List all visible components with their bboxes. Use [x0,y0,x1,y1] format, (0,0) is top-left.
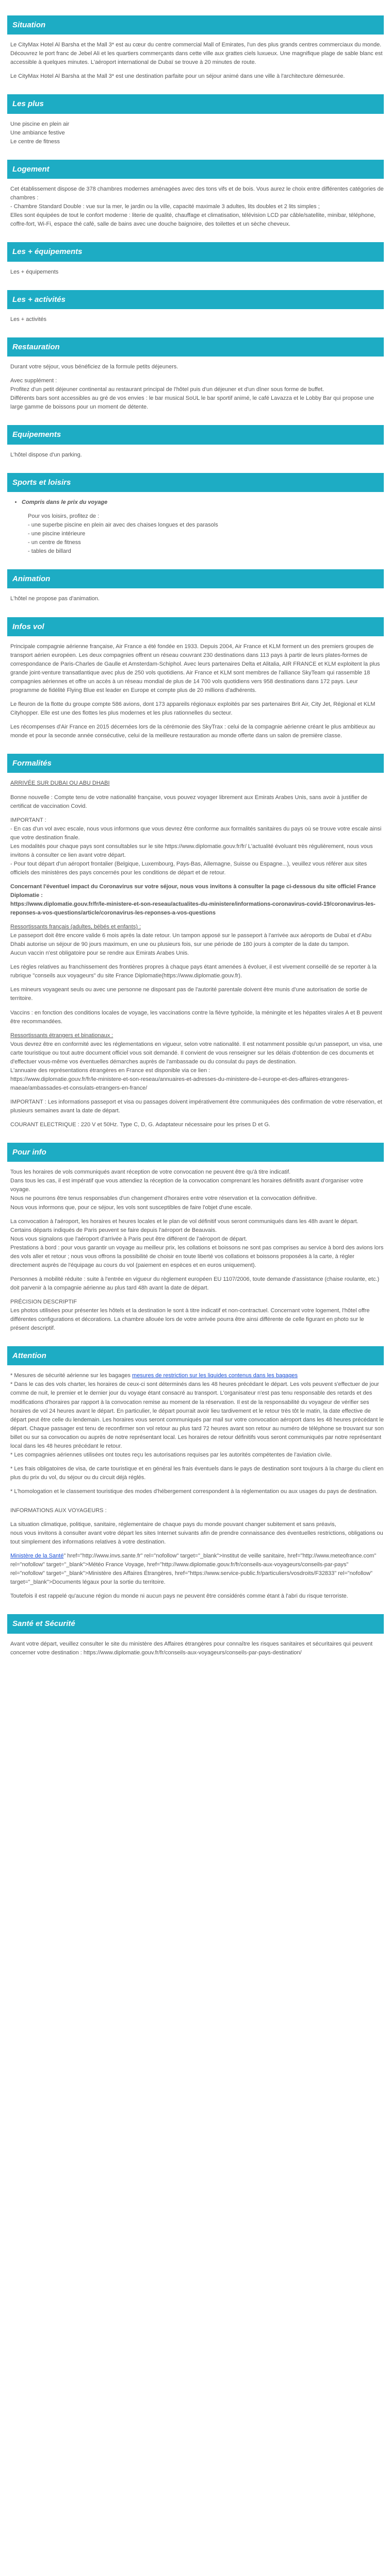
text: * Mesures de sécurité aérienne sur les bagages [10,1372,133,1379]
list-item: - une superbe piscine en plein air avec des chaises longues et des parasols [28,522,218,529]
list-item: Le centre de fitness [10,138,60,145]
liquids-restriction-link[interactable]: mesures de restriction sur les liquides contenus dans les bagages [132,1372,298,1379]
paragraph: Le passeport doit être encore valide 6 mois après la date retour. Un tampon apposé sur le passeport à l'arrivée aux aéroports de Dubaï et d'Abu Dhabi autorise un séjour de 90 jours maximum, en une ou plusieurs fois, sur une période de 180 jours à compter de la date du tampon. Aucun vaccin n'est obligatoire pour se rendre aux Emirats Arabes Unis. [10,933,372,957]
section-sante [7,1614,384,1657]
sports-bullet-list [22,498,384,507]
section-title: Sports et loisirs [7,473,384,492]
paragraph: Cet établissement dispose de 378 chambres modernes aménagées avec des tons vifs et de bois. Vous aurez le choix entre différentes catégories de chambres : - Chambre Standard Double : vue sur la mer, le jardin ou la ville, capacité maximale 3 adultes, lits doubles et 2 lits simples ; Elles sont équipées de tout le confort moderne : literie de qualité, chauffage et climatisation, télévision LCD par câble/satellite, minibar, téléphone, coffre-fort, Wi-Fi, espace thé café, salle de bains avec une douche baignoire, des toilettes et un sèche cheveux. [10,186,384,228]
section-equipements [7,425,384,459]
subheading: ARRIVÉE SUR DUBAI OU ABU DHABI [10,780,110,787]
paragraph: Avant votre départ, veuillez consulter le site du ministère des Affaires étrangères pour connaître les risques sanitaires et sécuritaires qui peuvent concerner votre destination : https://www.diplomatie.gouv.fr/fr/conseils-aux-voyageurs/conseils-par-pays-destination/ [10,1640,374,1656]
paragraph: Vaccins : en fonction des conditions locales de voyage, les vaccinations contre la fièvre typhoïde, la méningite et les hépatites virales A et B peuvent être recommandées. [10,1009,384,1025]
paragraph: Les mineurs voyageant seuls ou avec une personne ne disposant pas de l'autorité parentale doivent être munis d'une autorisation de sortie de territoire. [10,987,369,1002]
paragraph: INFORMATIONS AUX VOYAGEURS : [10,1507,107,1514]
paragraph: Les + équipements [10,268,59,275]
paragraph: Les + activités [10,316,47,323]
paragraph: IMPORTANT : Les informations passeport et visa ou passages doivent impérativement être communiquées dès confirmation de votre réservation, et plusieurs semaines avant la date de départ. [10,1098,384,1114]
paragraph: Toutefois il est rappelé qu'aucune région du monde ni aucun pays ne peuvent être considérés comme étant à l'abri du risque terroriste. [10,1593,348,1600]
section-restauration [7,337,384,412]
paragraph: Durant votre séjour, vous bénéficiez de la formule petits déjeuners. [10,364,178,370]
section-pour-info [7,1143,384,1333]
ministere-sante-link[interactable]: Ministère de la Santé [10,1553,64,1560]
subheading: Ressortissants français (adultes, bébés et enfants) : [10,924,141,930]
section-equipements-plus [7,242,384,276]
section-activites-plus [7,290,384,324]
text: " href="http://www.invs.sante.fr" rel="nofollow" target="_blank">Institut de veille sanitaire, href="http://www.meteofrance.com" rel="nofollow" target="_blank">Météo France Voyage, href="http://www.diplomatie.gouv.fr/fr/conseils-aux-voyageurs/conseils-par-pays" rel="nofollow" target="_blank">Ministère des Affaires Étrangères, href="https://www.service-public.fr/particuliers/vosdroits/F32833" rel="nofollow" target="_blank">Documents légaux pour la sortie du territoire. [10,1553,378,1586]
text: * Dans le cas des vols charter, les horaires de ceux-ci sont déterminés dans les 48 heures précédant le départ. Les vols peuvent s'effectuer de jour comme de nuit, le premier et le dernier jour du voyage étant consacré au transport. L'organisateur n'est pas tenu responsable des retards et des modifications d'horaires par rapport à la convocation remise au moment de la réservation. Il est de la responsabilité du voyageur de vérifier ses horaires de vol 24 heures avant le départ. En particulier, le départ pourrait avoir lieu tardivement et le retour très tôt le matin, la date effective de départ peut être celle du lendemain. Les horaires vous seront communiqués par mail sur votre convocation aéroport dans les 48 heures précédant le départ. Chaque passager est tenu de reconfirmer son vol retour au plus tard 72 heures avant son retour au numéro de téléphone se trouvant sur son billet ou sur sa convocation ou auprès de notre représentant local. Les horaires de retour définitifs vous seront communiqués par notre représentant local dans les 48 heures précédant le retour. * Les compagnies aériennes utilisées ont toutes reçu les autorisations requises par les autorités compétentes de l'aviation civile. [10,1381,384,1458]
section-title: Formalités [7,754,384,773]
list-item: - un centre de fitness [28,539,81,546]
section-formalites [7,754,384,1129]
paragraph: Le CityMax Hotel Al Barsha et the Mall 3* est au cœur du centre commercial Mall of Emirates, l'un des plus grands centres commerciaux du monde. Découvrez le port franc de Jebel Ali et les quartiers commerçants dans cette ville aux grattes ciels luxueux. Une magnifique plage de sable blanc est accessible à quelques minutes. L'aéroport international de Dubaï se trouve à 20 minutes de route. [10,42,384,66]
list-item: Une ambiance festive [10,129,65,136]
paragraph: Avec supplément : Profitez d'un petit déjeuner continental au restaurant principal de l'hôtel puis d'un déjeuner et d'un dîner sous forme de buffet. Différents bars sont accessibles au gré de vos envies : le bar musical SoUL le bar sportif animé, le café Lavazza et le Lobby Bar qui propose une large gamme de boissons pour un moment de détente. [10,378,374,411]
sports-list [28,512,384,556]
paragraph: Vous devrez être en conformité avec les réglementations en vigueur, selon votre nationalité. Il est notamment possible qu'un passeport, un visa, une carte touristique ou tout autre document officiel vous soit demandé. Il convient de vous renseigner sur les délais d'obtention de ces documents et d'effectuer vous-même vos éventuelles démarches auprès de l'ambassade ou du consulat du pays de destination. L'annuaire des représentations étrangères en France est disponible via ce lien : https://www.diplomatie.gouv.fr/fr/le-ministere-et-son-reseau/annuaires-et-adresses-du-ministere-de-l-europe-et-des-affaires-etrangeres-maeae/ambassades-et-consulats-etrangers-en-france/ [10,1041,383,1091]
paragraph: Le fleuron de la flotte du groupe compte 586 avions, dont 173 appareils régionaux exploités par ses partenaires Brit Air, City Jet, Régional et KLM Cityhopper. Elle est une des flottes les plus modernes et les plus rationnelles du secteur. [10,701,377,717]
section-title: Animation [7,569,384,588]
section-title: Les plus [7,94,384,113]
paragraph: * L'homologation et le classement touristique des modes d'hébergement correspondent à la réglementation ou aux usages du pays de destination. [10,1488,378,1495]
paragraph: Concernant l'éventuel impact du Coronavirus sur votre séjour, nous vous invitons à consulter la page ci-dessous du site officiel France Diplomatie : https://www.diplomatie.gouv.fr/fr/le-ministere-et-son-reseau/actualites-du-ministere/informations-coronavirus-covid-19/coronavirus-les-reponses-a-vos-questions/article/coronavirus-les-reponses-a-vos-questions [10,883,376,917]
section-title: Logement [7,160,384,179]
paragraph: La situation climatique, politique, sanitaire, réglementaire de chaque pays du monde pouvant changer subitement et sans préavis, nous vous invitons à consulter avant votre départ les sites Internet suivants afin de prendre connaissance des éventuelles restrictions, obligations ou tout simplement des informations relatives à votre destination. [10,1521,383,1546]
section-title: Equipements [7,425,384,444]
list-item: Pour vos loisirs, profitez de : [28,513,100,519]
paragraph: Le CityMax Hotel Al Barsha at the Mall 3* est une destination parfaite pour un séjour animé dans une ville à l'architecture démesurée. [10,73,345,80]
list-item: - tables de billard [28,548,71,555]
paragraph [10,1552,384,1587]
paragraph: Les récompenses d'Air France en 2015 décernées lors de la cérémonie des SkyTrax : celui de la compagnie aérienne créant le plus ambitieux au monde et pour la seconde année consécutive, celui de la meilleure restauration au monde offerte dans un salon de première classe. [10,724,377,739]
paragraph: * Les frais obligatoires de visa, de carte touristique et en général les frais éventuels dans le pays de destination sont toujours à la charge du client en plus du prix du vol, du séjour ou du circuit déjà réglés. [10,1465,385,1481]
list-item: Une piscine en plein air [10,121,70,127]
subheading: Ressortissants étrangers et binationaux : [10,1032,113,1039]
section-sports [7,473,384,556]
paragraph: PRÉCISION DESCRIPTIF Les photos utilisées pour présenter les hôtels et la destination le sont à titre indicatif et non-contractuel. Concernant votre logement, l'hôtel offre différentes configurations et décorations. La chambre allouée lors de votre arrivée pourra être ainsi différente de celle figurant en photo sur le présent descriptif. [10,1298,370,1332]
section-attention [7,1346,384,1601]
section-title: Santé et Sécurité [7,1614,384,1633]
paragraph: Tous les horaires de vols communiqués avant réception de votre convocation ne peuvent être qu'à titre indicatif. Dans tous les cas, il est impératif que vous attendiez la réception de la convocation comprenant les horaires définitifs avant d'organiser votre voyage. Nous ne pourrons être tenus responsables d'un changement d'horaires entre votre réservation et la convocation définitive. Nous vous informons que, pour ce séjour, les vols sont susceptibles de faire l'objet d'une escale. [10,1169,363,1211]
section-plus [7,94,384,146]
section-title: Attention [7,1346,384,1365]
section-title: Situation [7,15,384,35]
paragraph: L'hôtel dispose d'un parking. [10,451,82,458]
paragraph: Principale compagnie aérienne française, Air France a été fondée en 1933. Depuis 2004, Air France et KLM forment un des premiers groupes de transport aérien européen. Les deux compagnies offrent un réseau couvrant 230 destinations dans 113 pays à partir de leurs plates-formes de correspondance de Paris-Charles de Gaulle et Amsterdam-Schiphol. Avec leurs partenaires Delta et Alitalia, AIR FRANCE et KLM exploitent la plus grande joint-venture transatlantique avec plus de 250 vols quotidiens. Air France et KLM sont membres de l'alliance SkyTeam qui rassemble 18 compagnies aériennes et offre un accès à un réseau mondial de plus de 14 700 vols quotidiens vers 958 destinations dans 172 pays. Leur programme de fidélité Flying Blue est leader en Europe et compte plus de 20 millions d'adhérents. [10,643,382,693]
section-title: Restauration [7,337,384,357]
paragraph: COURANT ELECTRIQUE : 220 V et 50Hz. Type C, D, G. Adaptateur nécessaire pour les prises D et G. [10,1122,270,1128]
section-title: Infos vol [7,617,384,636]
section-title: Les + équipements [7,242,384,261]
paragraph: L'hôtel ne propose pas d'animation. [10,596,100,602]
paragraph: La convocation à l'aéroport, les horaires et heures locales et le plan de vol définitif vous seront communiqués dans les 48h avant le départ. Certains départs indiqués de Paris peuvent se faire depuis l'aéroport de Beauvais. Nous vous signalons que l'aéroport d'arrivée à Paris peut être différent de l'aéroport de départ. Prestations à bord : pour vous garantir un voyage au meilleur prix, les collations et boissons ne sont pas comprises au service à bord des avions lors des vols aller et retour ; nous vous offrons la possibilité de choisir en toute liberté vos collations et boissons proposées à la carte, à régler directement auprès de l'équipage au cours du vol (paiement en espèces et en euros uniquement). [10,1218,384,1268]
section-title: Les + activités [7,290,384,309]
paragraph: IMPORTANT : - En cas d'un vol avec escale, nous vous informons que vous devrez être conforme aux formalités sanitaires du pays où se trouve votre escale ainsi que votre destination finale. Les modalités pour chaque pays sont consultables sur le site https://www.diplomatie.gouv.fr/fr/ L'actualité évoluant très régulièrement, nous vous invitons à consulter ce lien avant votre départ. - Pour tout départ d'un aéroport frontalier (Belgique, Luxembourg, Pays-Bas, Allemagne, Suisse ou Espagne...), veuillez vous référer aux sites officiels des ministères des pays concernés pour les conditions de départ et de retour. [10,817,382,876]
list-item: - une piscine intérieure [28,531,86,537]
paragraph [10,1371,384,1459]
paragraph: Personnes à mobilité réduite : suite à l'entrée en vigueur du règlement européen EU 1107/2006, toute demande d'assistance (chaise roulante, etc.) doit parvenir à la compagnie aérienne au plus tard 48h avant la date de départ. [10,1276,381,1291]
section-logement [7,160,384,229]
plus-list [10,120,384,146]
section-title: Pour info [7,1143,384,1162]
paragraph: Bonne nouvelle : Compte tenu de votre nationalité française, vous pouvez voyager librement aux Emirats Arabes Unis, sans avoir à justifier de certificat de vaccination Covid. [10,794,369,809]
section-situation [7,15,384,81]
list-item: • Compris dans le prix du voyage [22,498,384,507]
section-animation [7,569,384,603]
paragraph: Les règles relatives au franchissement des frontières propres à chaque pays étant amenées à évoluer, il est vivement conseillé de se reporter à la rubrique "conseils aux voyageurs" du site France Diplomatie(https://www.diplomatie.gouv.fr). [10,964,378,979]
section-infos-vol [7,617,384,741]
